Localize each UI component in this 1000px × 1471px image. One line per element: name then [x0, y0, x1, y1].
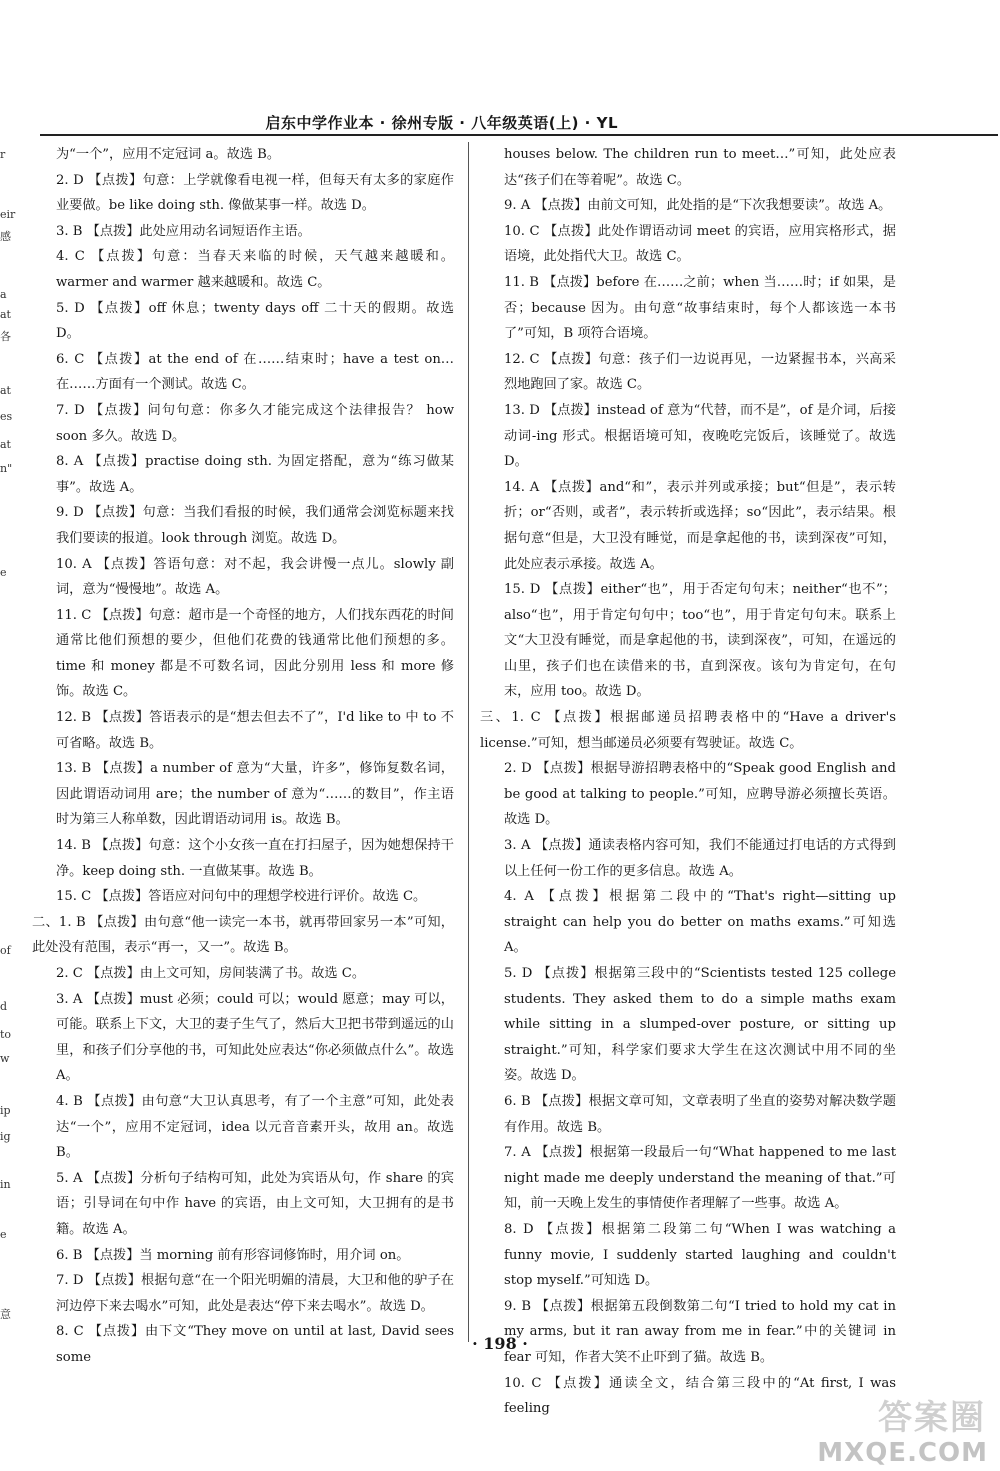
- answer-item: 12. B 【点拨】答语表示的是“想去但去不了”，I'd like to 中 to 不可省略。故选 B。: [56, 710, 454, 751]
- page-header: [40, 110, 998, 136]
- answer-item: 10. A 【点拨】答语句意：对不起，我会讲慢一点儿。slowly 副词，意为“慢慢地”。故选 A。: [56, 556, 454, 598]
- answer-item: 11. C 【点拨】句意：超市是一个奇怪的地方，人们找东西花的时间通常比他们预想的要少，但他们花费的钱通常比他们预想的多。time 和 money 都是不可数名词，因此分别用 less 和 more 修饰。故选 C。: [56, 607, 454, 700]
- answer-item: 15. D 【点拨】either“也”，用于否定句句末；neither“也不”；also“也”，用于肯定句句中；too“也”，用于肯定句句末。联系上文“大卫没有睡觉，而是拿起他的书，读到深夜”，可知，在遥远的山里，孩子们也在读借来的书，直到深夜。该句为肯定句，在句末，应用 too。故选 D。: [504, 582, 896, 700]
- edge-fragment: 各: [0, 330, 11, 343]
- answer-item: 8. A 【点拨】practise doing sth. 为固定搭配，意为“练习做某事”。故选 A。: [56, 454, 454, 495]
- answer-item: 14. B 【点拨】句意：这个小女孩一直在打扫屋子，因为她想保持干净。keep doing sth. 一直做某事。故选 B。: [56, 838, 454, 879]
- answer-item: 14. A 【点拨】and“和”，表示并列或承接；but“但是”，表示转折；or“否则，或者”，表示转折或选择；so“因此”，表示结果。根据句意“但是，大卫没有睡觉，而是拿起他的书，读到深夜”可知，此处应表示承接。故选 A。: [504, 479, 896, 572]
- answer-item: 2. D 【点拨】句意：上学就像看电视一样，但每天有太多的家庭作业要做。be like doing sth. 像做某事一样。故选 D。: [56, 172, 454, 214]
- column-divider: [468, 142, 469, 1342]
- edge-fragment: at: [0, 438, 11, 451]
- edge-fragment: es: [0, 410, 13, 423]
- answer-item: 3. A 【点拨】must 必须；could 可以；would 愿意；may 可以，可能。联系上下文，大卫的妻子生气了，然后大卫把书带到遥远的山里，和孩子们分享他的书，可知此处应表达“你必须做点什么”。故选 A。: [56, 991, 454, 1084]
- answer-item: 8. C 【点拨】由下文“They move on until at last, David sees some: [56, 1324, 454, 1365]
- section-start-item: 二、1. B 【点拨】由句意“他一读完一本书，就再带回家另一本”可知，此处没有范围，表示“再一，又一”。故选 B。: [32, 914, 454, 956]
- answer-item: 9. D 【点拨】句意：当我们看报的时候，我们通常会浏览标题来找我们要读的报道。look through 浏览。故选 D。: [56, 505, 454, 546]
- edge-fragment: to: [0, 1028, 12, 1041]
- edge-fragment: d: [0, 1000, 8, 1013]
- answer-item: 10. C 【点拨】通读全文，结合第三段中的“At first, I was feeling: [504, 1375, 896, 1417]
- answer-item: 5. D 【点拨】off 休息；twenty days off 二十天的假期。故选 D。: [56, 300, 454, 342]
- answer-item: 7. D 【点拨】问句句意：你多久才能完成这个法律报告？ how soon 多久。故选 D。: [56, 402, 454, 444]
- answer-item: 2. C 【点拨】由上文可知，房间装满了书。故选 C。: [56, 966, 366, 981]
- header-title: 启东中学作业本 · 徐州专版 · 八年级英语(上) · YL: [265, 114, 618, 132]
- answer-item: 2. D 【点拨】根据导游招聘表格中的“Speak good English and be good at talking to people.”可知，应聘导游必须擅长英语。故选 D。: [504, 761, 896, 828]
- edge-fragment: of: [0, 944, 11, 957]
- answer-item: 3. A 【点拨】通读表格内容可知，我们不能通过打电话的方式得到以上任何一份工作的更多信息。故选 A。: [504, 838, 896, 879]
- answer-item: 4. B 【点拨】由句意“大卫认真思考，有了一个主意”可知，此处表达“一个”，应用不定冠词，idea 以元音音素开头，故用 an。故选 B。: [56, 1093, 454, 1161]
- page-number: · 198 ·: [472, 1334, 528, 1353]
- watermark-logo-text: 答案圈: [878, 1398, 986, 1438]
- answer-item: 12. C 【点拨】句意：孩子们一边说再见，一边紧握书本，兴高采烈地跑回了家。故选 C。: [504, 351, 896, 393]
- edge-fragment: a: [0, 288, 7, 301]
- answer-item: 4. C 【点拨】句意：当春天来临的时候，天气越来越暖和。warmer and warmer 越来越暖和。故选 C。: [56, 249, 454, 290]
- edge-fragment: ip: [0, 1104, 11, 1117]
- edge-fragment: eir: [0, 208, 16, 221]
- left-column: [32, 142, 454, 1371]
- answer-item: 3. B 【点拨】此处应用动名词短语作主语。: [56, 223, 311, 239]
- edge-fragment: at: [0, 308, 11, 321]
- edge-fragment: e: [0, 1228, 7, 1241]
- edge-fragment: r: [0, 148, 6, 161]
- edge-fragment: w: [0, 1052, 10, 1065]
- answer-item: 6. B 【点拨】当 morning 前有形容词修饰时，用介词 on。: [56, 1247, 410, 1263]
- watermark-domain: MXQE.COM: [817, 1438, 988, 1468]
- edge-fragment: e: [0, 566, 7, 579]
- edge-fragment: in: [0, 1178, 11, 1191]
- answer-item: 7. A 【点拨】根据第一段最后一句“What happened to me last night made me deeply understand the meaning of that.”可知，前一天晚上发生的事情使作者理解了一些事。故选 A。: [504, 1145, 896, 1212]
- edge-fragment: 意: [0, 1308, 11, 1321]
- answer-item: 7. D 【点拨】根据句意“在一个阳光明媚的清晨，大卫和他的驴子在河边停下来去喝水”可知，此处是表达“停下来去喝水”。故选 D。: [56, 1273, 454, 1314]
- answer-item: houses below. The children run to meet…”可知，此处应表达“孩子们在等着呢”。故选 C。: [504, 147, 896, 188]
- edge-fragment: ig: [0, 1130, 11, 1143]
- answer-item: 15. C 【点拨】答语应对问句中的理想学校进行评价。故选 C。: [56, 889, 427, 905]
- answer-item: 13. B 【点拨】a number of 意为“大量，许多”，修饰复数名词，因此谓语动词用 are；the number of 意为“……的数目”，作主语时为第三人称单数，因此谓语动词用 is。故选 B。: [56, 761, 454, 828]
- edge-fragment: 感: [0, 230, 11, 243]
- section-start-item: 三、1. C 【点拨】根据邮递员招聘表格中的“Have a driver's license.”可知，想当邮递员必须要有驾驶证。故选 C。: [480, 710, 896, 751]
- answer-item: 5. A 【点拨】分析句子结构可知，此处为宾语从句，作 share 的宾语；引导词在句中作 have 的宾语，由上文可知，大卫拥有的是书籍。故选 A。: [56, 1170, 454, 1237]
- answer-item: 5. D 【点拨】根据第三段中的“Scientists tested 125 college students. They asked them to do a simple maths exam while sitting in a slumped-over posture, or sitting up straight.”可知，科学家们要求大学生在这次测试中用不同的坐姿。故选 D。: [504, 966, 896, 1084]
- answer-item: 13. D 【点拨】instead of 意为“代替，而不是”，of 是介词，后接动词-ing 形式。根据语境可知，夜晚吃完饭后，该睡觉了。故选 D。: [504, 402, 896, 470]
- watermark-logo: [752, 1390, 992, 1468]
- answer-item: 9. B 【点拨】根据第五段倒数第二句“I tried to hold my cat in my arms, but it ran away from me in fear.”中的关键词 in fear 可知，作者大笑不止吓到了猫。故选 B。: [504, 1298, 896, 1365]
- edge-fragment: at: [0, 384, 11, 397]
- edge-fragment: n": [0, 462, 13, 475]
- answer-item: 8. D 【点拨】根据第二段第二句“When I was watching a funny movie, I suddenly started laughing and couldn't stop myself.”可知选 D。: [504, 1221, 896, 1289]
- answer-item: 6. B 【点拨】根据文章可知，文章表明了坐直的姿势对解决数学题有作用。故选 B。: [504, 1093, 896, 1135]
- answer-item: 10. C 【点拨】此处作谓语动词 meet 的宾语，应用宾格形式，据语境，此处指代大卫。故选 C。: [504, 223, 896, 265]
- answer-item: 6. C 【点拨】at the end of 在……结束时；have a test on… 在……方面有一个测试。故选 C。: [56, 351, 454, 393]
- answer-item: 4. A 【点拨】根据第二段中的“That's right—sitting up straight can help you do better on maths exams.”可知选 A。: [504, 889, 896, 956]
- left-edge-fragments: [0, 140, 14, 1340]
- answer-item: 为“一个”，应用不定冠词 a。故选 B。: [56, 147, 281, 162]
- answer-item: 9. A 【点拨】由前文可知，此处指的是“下次我想要读”。故选 A。: [504, 198, 892, 214]
- answer-item: 11. B 【点拨】before 在……之前；when 当……时；if 如果，是否；because 因为。由句意“故事结束时，每个人都该选一本书了”可知，B 项符合语境。: [504, 274, 896, 342]
